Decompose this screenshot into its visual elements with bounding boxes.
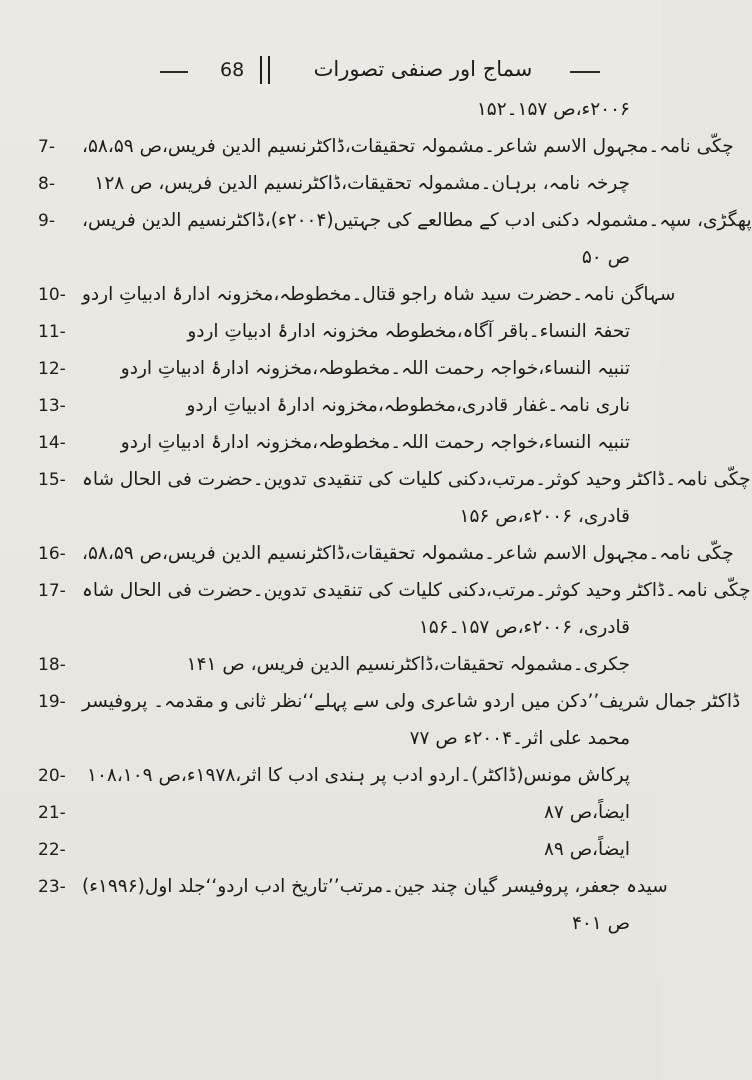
note-text: قادری، ۲۰۰۶ء،ص ۱۵۷۔۱۵۶ (418, 617, 630, 638)
note-text: ص ۴۰۱ (571, 913, 630, 934)
header-double-bar (260, 56, 270, 84)
note-number: 14- (38, 433, 66, 453)
note-line (34, 573, 751, 610)
note-line (34, 277, 676, 314)
note-text: پھگڑی، سپہ۔مشمولہ دکنی ادب کے مطالعے کی جہتیں(۲۰۰۴ء)،ڈاکٹرنسیم الدین فریس، (82, 210, 752, 231)
note-line (34, 610, 630, 647)
note-text: سیدہ جعفر، پروفیسر گیان چند جین۔مرتب’’تاریخ ادب اردو‘‘جلد اول(۱۹۹۶ء) (82, 876, 668, 897)
note-line (34, 462, 751, 499)
running-header (160, 52, 600, 92)
note-line (34, 721, 630, 758)
note-line (34, 314, 630, 351)
note-text: ناری نامہ۔غفار قادری،مخطوطہ،مخزونہ ادارۂ ادبیاتِ اردو (186, 395, 630, 416)
note-line (34, 536, 734, 573)
note-line (34, 92, 630, 129)
book-title: سماج اور صنفی تصورات (313, 57, 533, 81)
note-number: 12- (38, 359, 66, 379)
page-number: 68 (220, 59, 245, 81)
note-line (34, 388, 630, 425)
notes-list (34, 92, 752, 943)
note-line (34, 203, 752, 240)
note-line (34, 906, 630, 943)
note-line (34, 647, 630, 684)
note-line (34, 351, 630, 388)
note-line (34, 129, 734, 166)
note-text: تنبیہ النساء،خواجہ رحمت اللہ۔مخطوطہ،مخزونہ ادارۂ ادبیاتِ اردو (120, 358, 630, 379)
note-number: 10- (38, 285, 66, 305)
note-line (34, 869, 668, 906)
note-number: 11- (38, 322, 66, 342)
note-text: پرکاش مونس(ڈاکٹر)۔اردو ادب پر ہندی ادب کا اثر،۱۹۷۸ء،ص ۱۰۸،۱۰۹ (87, 765, 630, 786)
note-line (34, 758, 630, 795)
note-number: 18- (38, 655, 66, 675)
note-line (34, 499, 630, 536)
note-text: ڈاکٹر جمال شریف’’دکن میں اردو شاعری ولی سے پہلے‘‘نظر ثانی و مقدمہ۔ پروفیسر (82, 691, 741, 712)
note-text: جکری۔مشمولہ تحقیقات،ڈاکٹرنسیم الدین فریس، ص ۱۴۱ (186, 654, 630, 675)
note-number: 9- (38, 211, 55, 231)
note-text: سہاگن نامہ۔حضرت سید شاہ راجو قتال۔مخطوطہ،مخزونہ ادارۂ ادبیاتِ اردو (82, 284, 676, 305)
note-text: چکّی نامہ۔ڈاکٹر وحید کوثر۔مرتب،دکنی کلیات کی تنقیدی تدوین۔حضرت فی الحال شاہ (82, 469, 751, 490)
note-text: تحفۃ النساء۔باقر آگاہ،مخطوطہ مخزونہ ادارۂ ادبیاتِ اردو (187, 321, 630, 342)
note-number: 17- (38, 581, 66, 601)
note-number: 22- (38, 840, 66, 860)
note-text: ص ۵۰ (581, 247, 630, 268)
note-line (34, 166, 630, 203)
note-number: 16- (38, 544, 66, 564)
note-text: چکّی نامہ۔ڈاکٹر وحید کوثر۔مرتب،دکنی کلیات کی تنقیدی تدوین۔حضرت فی الحال شاہ (82, 580, 751, 601)
note-line (34, 425, 630, 462)
note-number: 19- (38, 692, 66, 712)
note-text: ایضاً،ص ۸۹ (543, 839, 630, 860)
note-number: 23- (38, 877, 66, 897)
note-number: 20- (38, 766, 66, 786)
note-number: 7- (38, 137, 55, 157)
note-line (34, 832, 630, 869)
note-number: 15- (38, 470, 66, 490)
note-number: 13- (38, 396, 66, 416)
header-rule-left (160, 71, 188, 73)
note-text: چکّی نامہ۔مجہول الاسم شاعر۔مشمولہ تحقیقات،ڈاکٹرنسیم الدین فریس،ص ۵۸،۵۹، (82, 543, 734, 564)
note-line (34, 795, 630, 832)
header-rule-right (570, 71, 600, 73)
note-text: قادری، ۲۰۰۶ء،ص ۱۵۶ (459, 506, 630, 527)
note-number: 8- (38, 174, 55, 194)
note-text: چرخہ نامہ، برہان۔مشمولہ تحقیقات،ڈاکٹرنسیم الدین فریس، ص ۱۲۸ (94, 173, 630, 194)
note-line (34, 684, 741, 721)
note-line (34, 240, 630, 277)
note-number: 21- (38, 803, 66, 823)
note-text: تنبیہ النساء،خواجہ رحمت اللہ۔مخطوطہ،مخزونہ ادارۂ ادبیاتِ اردو (120, 432, 630, 453)
note-text: ۲۰۰۶ء،ص ۱۵۷۔۱۵۲ (476, 99, 630, 120)
note-text: محمد علی اثر۔۲۰۰۴ء ص ۷۷ (409, 728, 630, 749)
note-text: چکّی نامہ۔مجہول الاسم شاعر۔مشمولہ تحقیقات،ڈاکٹرنسیم الدین فریس،ص ۵۸،۵۹، (82, 136, 734, 157)
note-text: ایضاً،ص ۸۷ (543, 802, 630, 823)
